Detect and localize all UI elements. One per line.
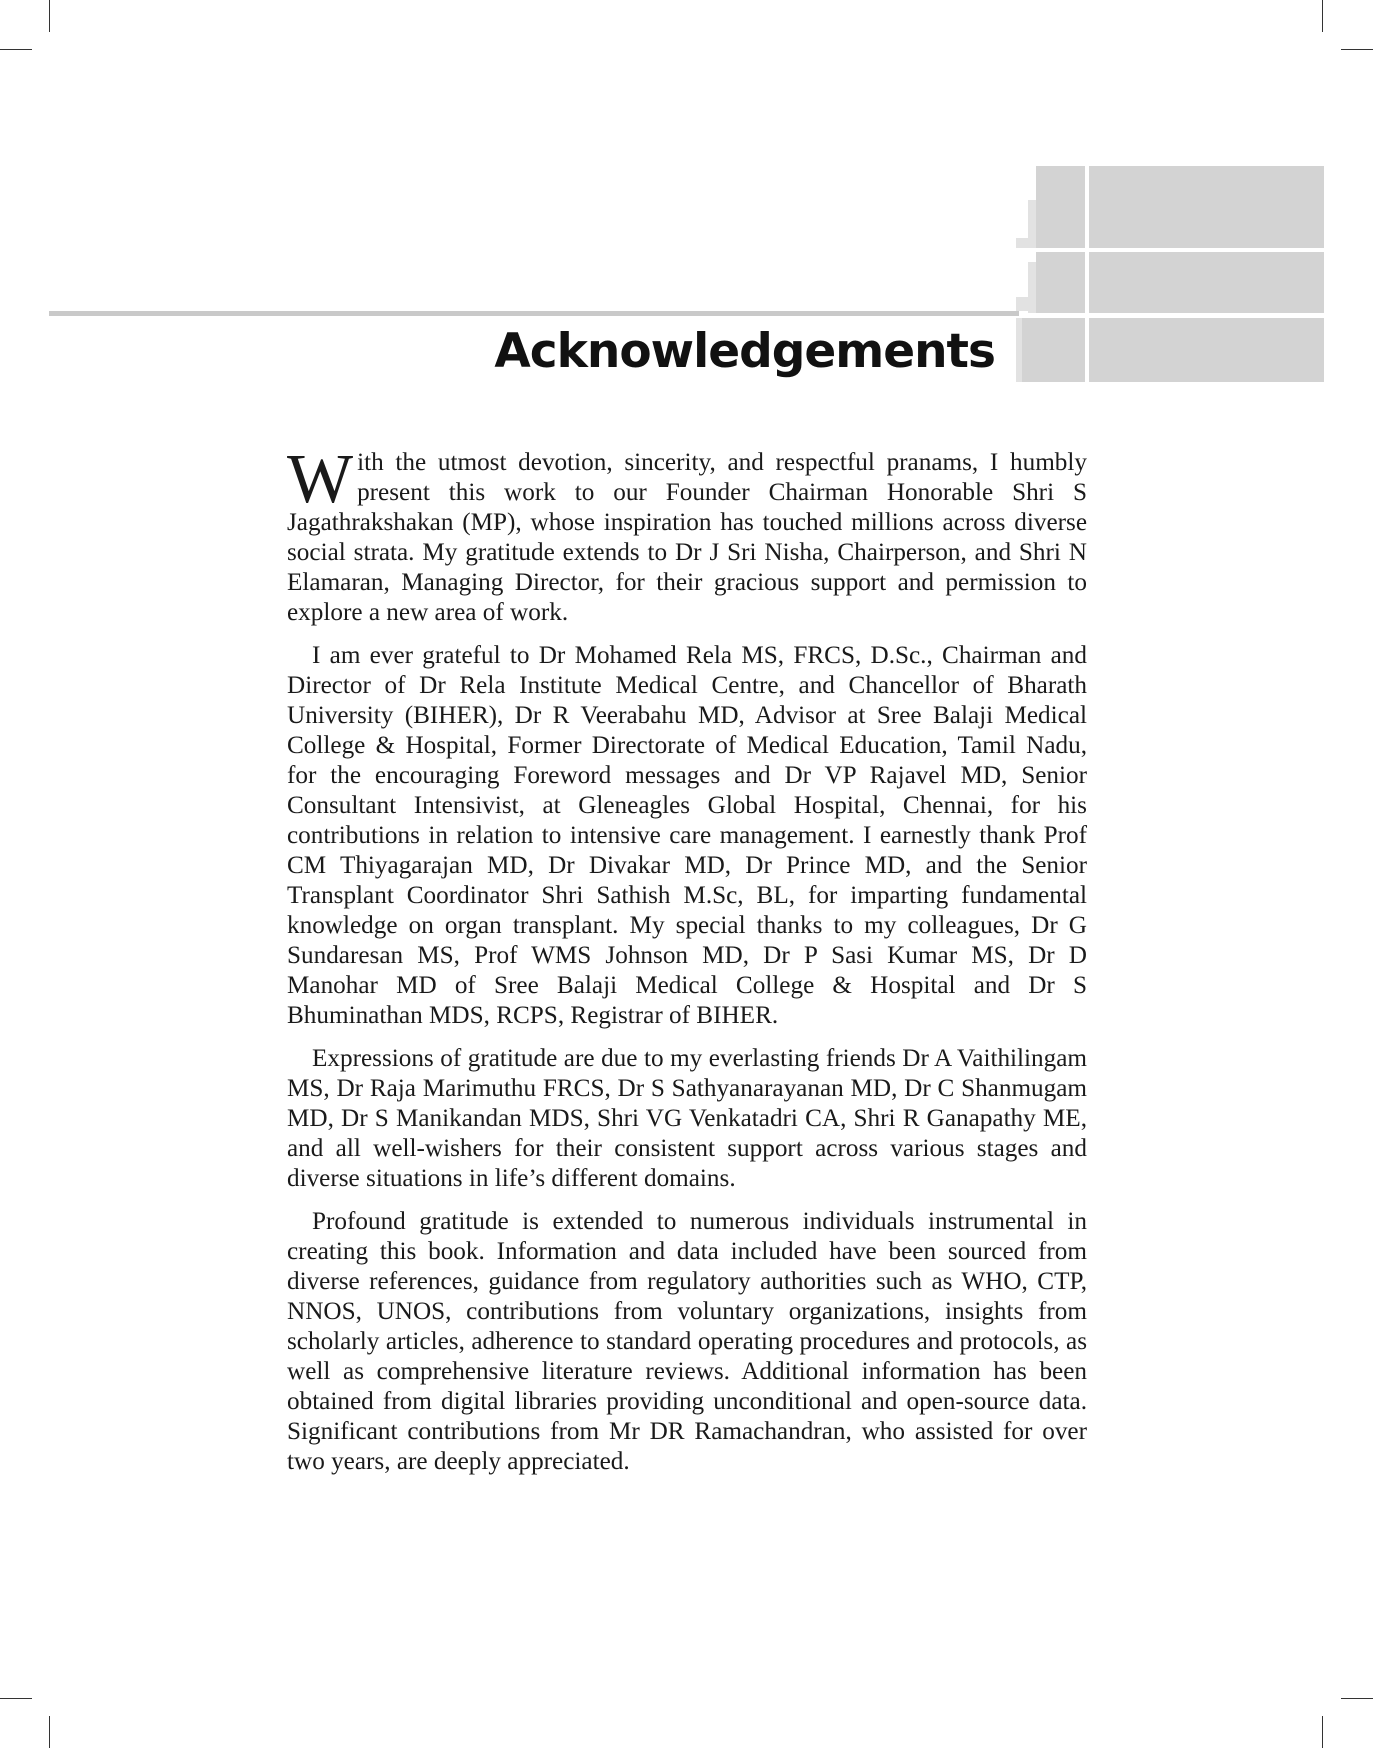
paragraph: I am ever grateful to Dr Mohamed Rela MS, FRCS, D.Sc., Chairman and Director of Dr Rela Institute Medical Centre, and Chancellor of Bharath University (BIHER), Dr R Veerabahu MD, Advisor at Sree Balaji Medical College & Hospital, Former Directorate of Medical Education, Tamil Nadu, for the encouraging Foreword messages and Dr VP Rajavel MD, Senior Consultant Intensivist, at Gleneagles Global Hospital, Chennai, for his contributions in relation to intensive care management. I earnestly thank Prof CM Thiyagarajan MD, Dr Divakar MD, Dr Prince MD, and the Senior Transplant Coordinator Shri Sathish M.Sc, BL, for imparting fundamental knowledge on organ transplant. My special thanks to my colleagues, Dr G Sundaresan MS, Prof WMS Johnson MD, Dr P Sasi Kumar MS, Dr D Manohar MD of Sree Balaji Medical College & Hospital and Dr S Bhuminathan MDS, RCPS, Registrar of BIHER. [287, 642, 1087, 1029]
paragraph [287, 441, 1087, 628]
body-text [287, 441, 1087, 1490]
crop-mark [0, 49, 32, 50]
paragraph-text: ith the utmost devotion, sincerity, and respectful pranams, I humbly present this work to our Founder Chairman Honorable Shri S Jagathrakshakan (MP), whose inspiration has touched millions across diverse social strata. My gratitude extends to Dr J Sri Nisha, Chairperson, and Shri N Elamaran, Managing Director, for their gracious support and permission to explore a new area of work. [287, 449, 1087, 626]
crop-mark [0, 1698, 32, 1699]
crop-mark [1341, 49, 1373, 50]
paragraph: Expressions of gratitude are due to my everlasting friends Dr A Vaithilingam MS, Dr Raja Marimuthu FRCS, Dr S Sathyanarayanan MD, Dr C Shanmugam MD, Dr S Manikandan MDS, Shri VG Venkatadri CA, Shri R Ganapathy ME, and all well-wishers for their consistent support across various stages and diverse situations in life’s different domains. [287, 1045, 1087, 1192]
drop-cap: W [287, 441, 354, 518]
crop-mark [1341, 1698, 1373, 1699]
page-title: Acknowledgements [494, 324, 995, 379]
paragraph: Profound gratitude is extended to numerous individuals instrumental in creating this book. Information and data included have been sourced from diverse references, guidance from regulatory authorities such as WHO, CTP, NNOS, UNOS, contributions from voluntary organizations, insights from scholarly articles, adherence to standard operating procedures and protocols, as well as comprehensive literature reviews. Additional information has been obtained from digital libraries providing unconditional and open-source data. Significant contributions from Mr DR Ramachandran, who assisted for over two years, are deeply appreciated. [287, 1208, 1087, 1475]
crop-mark [1322, 0, 1323, 32]
crop-mark [49, 1716, 50, 1748]
crop-mark [49, 0, 50, 32]
header-rule [49, 311, 1019, 316]
crop-mark [1322, 1716, 1323, 1748]
